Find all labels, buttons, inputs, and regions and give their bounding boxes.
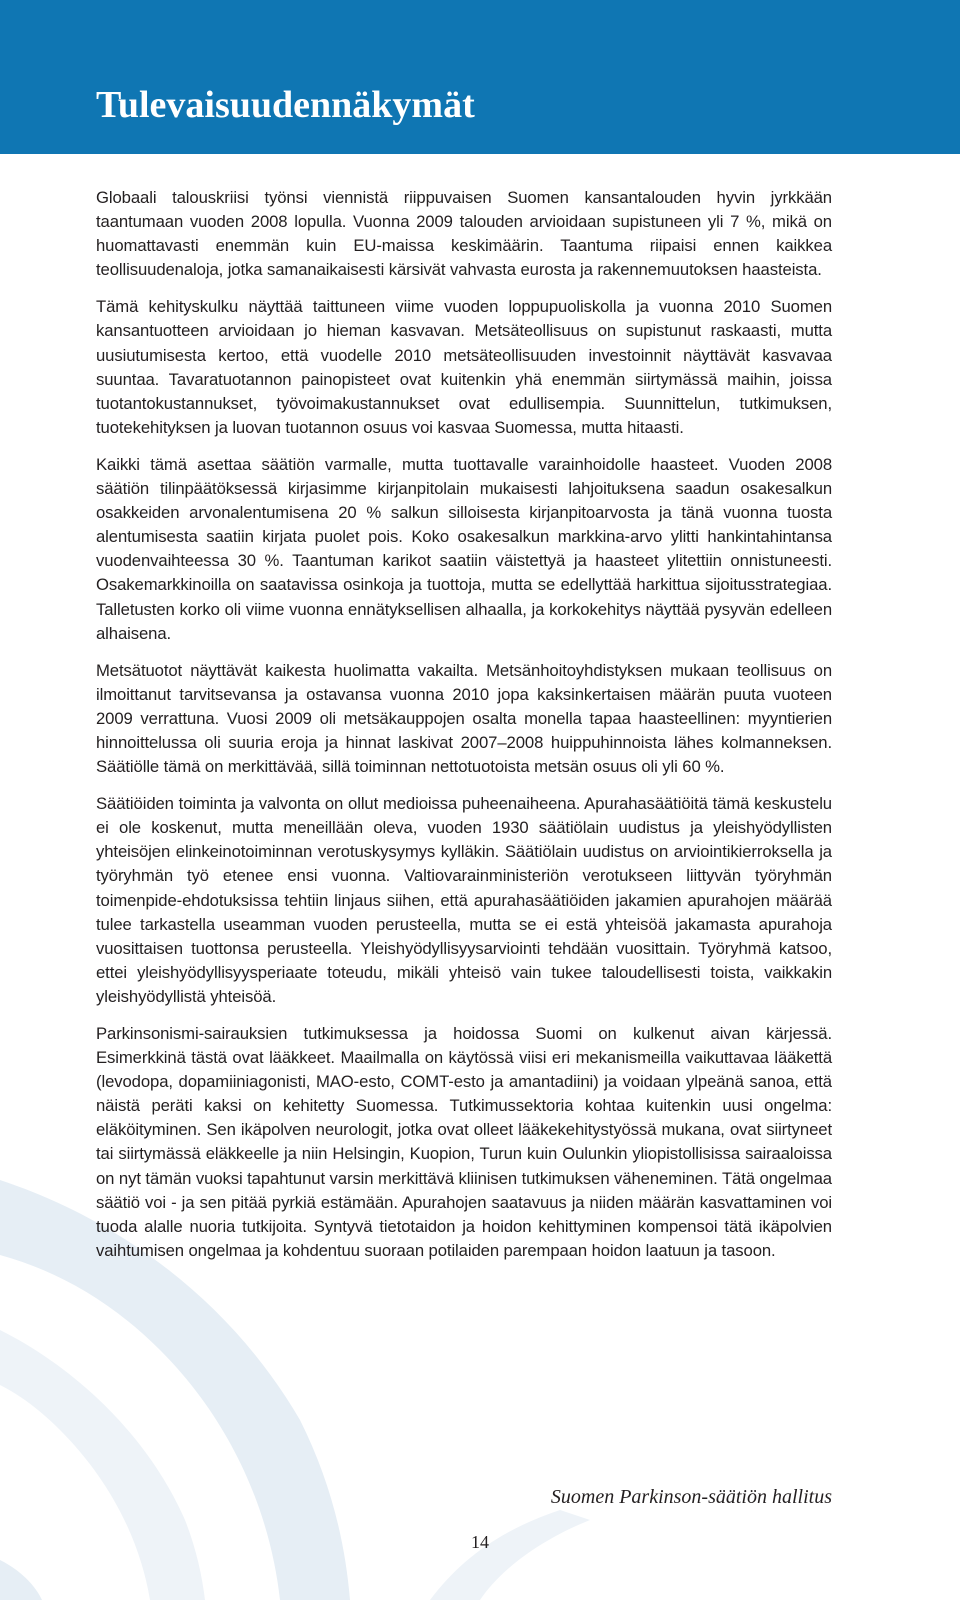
paragraph: Globaali talouskriisi työnsi viennistä riippuvaisen Suomen kansantalouden hyvin jyrkkään taantumaan vuoden 2008 lopulla. Vuonna 2009 talouden arvioidaan supistuneen yli 7 %, mikä on huomattavasti enemmän kuin EU-maissa keskimäärin. Taantuma riipaisi ennen kaikkea teollisuudenaloja, jotka samanaikaisesti kärsivät vahvasta eurosta ja rakennemuutoksen haasteista.: [96, 188, 832, 280]
paragraph: Kaikki tämä asettaa säätiön varmalle, mutta tuottavalle varainhoidolle haasteet. Vuoden 2008 säätiön tilinpäätöksessä kirjasimme kirjanpitolain mukaisesti lahjoituksena saadun osakesalkun osakkeiden arvonalentumisena 20 % salkun silloisesta kirjanpitoarvosta ja tänä vuonna tuosta alentumisesta saatiin kirjata puolet pois. Koko osakesalkun markkina-arvo ylitti hankintahintansa vuodenvaihteessa 30 %. Taantuman karikot saatiin väistettyä ja haasteet ylitettiin onnistuneesti. Osakemarkkinoilla on saatavissa osinkoja ja tuottoja, mutta se edellyttää harkittua sijoitusstrategiaa. Talletusten korko oli viime vuonna ennätyksellisen alhaalla, ja korkokehitys näyttää pysyvän edelleen alhaisena.: [96, 454, 832, 643]
page-title: Tulevaisuudennäkymät: [96, 84, 475, 126]
paragraph: Säätiöiden toiminta ja valvonta on ollut medioissa puheenaiheena. Apurahasäätiöitä tämä keskustelu ei ole koskenut, mutta meneillään oleva, vuoden 1930 säätiölain uudistus ja yleishyödyllisten yhteisöjen elinkeinotoiminnan verotuskysymys kylläkin. Säätiölain uudistus on arviointikierroksella ja työryhmän työ etenee ensi vuonna. Valtiovarainministeriön verotukseen liittyvän työryhmän toimenpide-ehdotuksissa tehtiin linjaus siihen, että apurahasäätiöiden jakamien apurahojen määrää tulee tarkastella useamman vuoden perusteella, mutta se ei estä yhteisöä jakamasta apurahoja vuosittaisen tuottonsa perusteella. Yleishyödyllisyysarviointi tehdään vuosittain. Työryhmä katsoo, ettei yleishyödyllisyysperiaate toteudu, mikäli yhteisö vain tukee taloudellisesti toista, vaikkakin yleishyödyllistä yhteisöä.: [96, 794, 832, 1006]
paragraph: Metsätuotot näyttävät kaikesta huolimatta vakailta. Metsänhoitoyhdistyksen mukaan teollisuus on ilmoittanut tarvitsevansa ja ostavansa vuonna 2010 jopa kaksinkertaisen määrän puuta vuoteen 2009 verrattuna. Vuosi 2009 oli metsäkauppojen osalta monella tapaa haasteellinen: myyntierien hinnoittelussa oli suuria eroja ja hinnat laskivat 2007–2008 huippuhinnoista lähes kolmanneksen. Säätiölle tämä on merkittävää, sillä toiminnan nettotuotoista metsän osuus oli yli 60 %.: [96, 660, 832, 777]
page-number: 14: [471, 1532, 489, 1552]
body-text: [96, 186, 832, 1276]
paragraph: Tämä kehityskulku näyttää taittuneen viime vuoden loppupuoliskolla ja vuonna 2010 Suomen kansantuotteen arvioidaan jo hieman kasvavan. Metsäteollisuus on supistunut raskaasti, mutta uusiutumisesta kertoo, että vuodelle 2010 metsäteollisuuden investoinnit näyttävät kasvavaa suuntaa. Tavaratuotannon painopisteet ovat kuitenkin yhä enemmän siirtymässä maihin, joissa tuotantokustannukset, työvoimakustannukset ovat edullisempia. Suunnittelun, tutkimuksen, tuotekehityksen ja luovan tuotannon osuus voi kasvaa Suomessa, mutta hitaasti.: [96, 297, 832, 437]
paragraph: Parkinsonismi-sairauksien tutkimuksessa ja hoidossa Suomi on kulkenut aivan kärjessä. Esimerkkinä tästä ovat lääkkeet. Maailmalla on käytössä viisi eri mekanismeilla vaikuttavaa lääkettä (levodopa, dopamiiniagonisti, MAO-esto, COMT-esto ja amantadiini) ja voidaan ylpeänä sanoa, että näistä peräti kaksi on kehitetty Suomessa. Tutkimussektoria kohtaa kuitenkin uusi ongelma: eläköityminen. Sen ikäpolven neurologit, jotka ovat olleet lääkekehitystyössä mukana, ovat siirtyneet tai siirtymässä eläkkeelle ja niin Helsingin, Kuopion, Turun kuin Oulunkin yliopistollisissa sairaaloissa on nyt tämän vuoksi tapahtunut varsin merkittävä kliinisen tutkimuksen väheneminen. Tätä ongelmaa säätiö voi - ja sen pitää pyrkiä estämään. Apurahojen saatavuus ja niiden määrän kasvattaminen voi tuoda alalle nuoria tutkijoita. Syntyvä tietotaidon ja hoidon kehittyminen kompensoi tätä ikäpolvien vaihtumisen ongelmaa ja kohdentuu suoraan potilaiden parempaan hoidon laatuun ja tasoon.: [96, 1024, 832, 1260]
signature: Suomen Parkinson-säätiön hallitus: [550, 1486, 832, 1508]
